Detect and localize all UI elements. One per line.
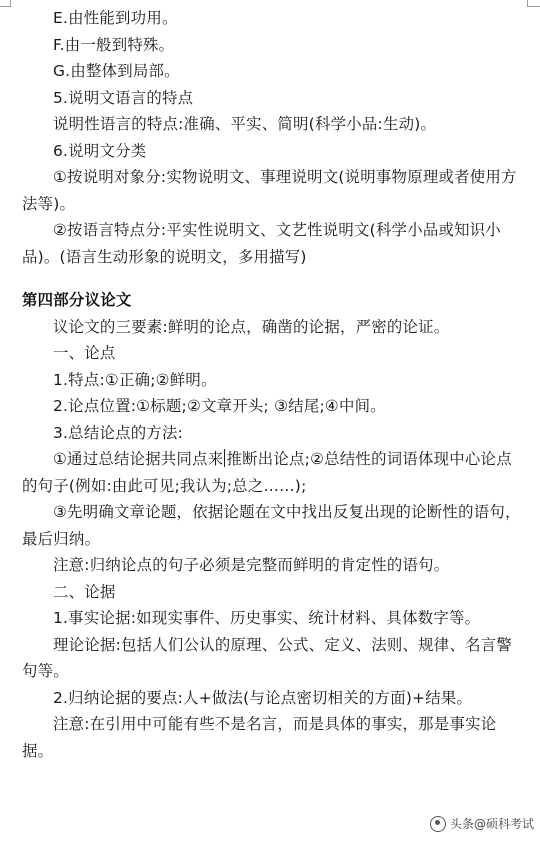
text-span: 推断出论点;②总结性的词语体现中心论点的句子(例如:由此可见;我认为;总之……); bbox=[22, 450, 512, 495]
text-line: 一、论点 bbox=[53, 344, 116, 362]
text-paragraph: 2.归纳论据的要点:人+做法(与论点密切相关的方面)+结果。 bbox=[53, 688, 473, 707]
page-corner-mark-right bbox=[527, 0, 540, 7]
text-span: ①通过总结论据共同点来 bbox=[53, 450, 224, 468]
text-paragraph: ②按语言特点分:平实性说明文、文艺性说明文(科学小品或知识小品)。(语言生动形象的说明文，多用描写) bbox=[22, 221, 502, 266]
text-line: 1.特点:①正确;②鲜明。 bbox=[53, 370, 217, 389]
text-line: 说明性语言的特点:准确、平实、简明(科学小品:生动)。 bbox=[53, 115, 437, 133]
text-paragraph bbox=[22, 446, 522, 499]
section-title: 第四部分议论文 bbox=[22, 291, 132, 309]
text-line: 2.论点位置:①标题;②文章开头; ③结尾;④中间。 bbox=[53, 397, 386, 415]
text-paragraph: ①按说明对象分:实物说明文、事理说明文(说明事物原理或者使用方法等)。 bbox=[22, 168, 517, 213]
text-paragraph: 议论文的三要素:鲜明的论点，确凿的论据，严密的论证。 bbox=[53, 317, 450, 336]
text-line: 3.总结论点的方法: bbox=[53, 423, 184, 442]
text-line: G.由整体到局部。 bbox=[53, 62, 180, 80]
text-paragraph: 理论论据:包括人们公认的原理、公式、定义、法则、规律、名言警句等。 bbox=[22, 635, 513, 680]
text-paragraph: 注意:在引用中可能有些不是名言，而是具体的事实，那是事实论据。 bbox=[22, 715, 497, 760]
watermark bbox=[430, 815, 534, 832]
text-line: 5.说明文语言的特点 bbox=[53, 88, 194, 107]
text-line: E.由性能到功用。 bbox=[53, 9, 178, 27]
text-paragraph: 注意:归纳论点的句子必须是完整而鲜明的肯定性的语句。 bbox=[53, 556, 450, 574]
text-line: F.由一般到特殊。 bbox=[53, 35, 175, 54]
text-paragraph: ③先明确文章论题，依据论题在文中找出反复出现的论断性的语句，最后归纳。 bbox=[22, 503, 521, 548]
avatar-icon bbox=[430, 816, 446, 832]
text-paragraph: 1.事实论据:如现实事件、历史事实、统计材料、具体数字等。 bbox=[53, 609, 481, 627]
text-line: 6.说明文分类 bbox=[53, 141, 147, 160]
document-body bbox=[22, 5, 522, 764]
watermark-text: 头条@硕科考试 bbox=[450, 817, 535, 831]
section-gap bbox=[22, 270, 522, 287]
page-corner-mark-left bbox=[0, 0, 11, 7]
text-line: 二、论据 bbox=[53, 582, 116, 601]
